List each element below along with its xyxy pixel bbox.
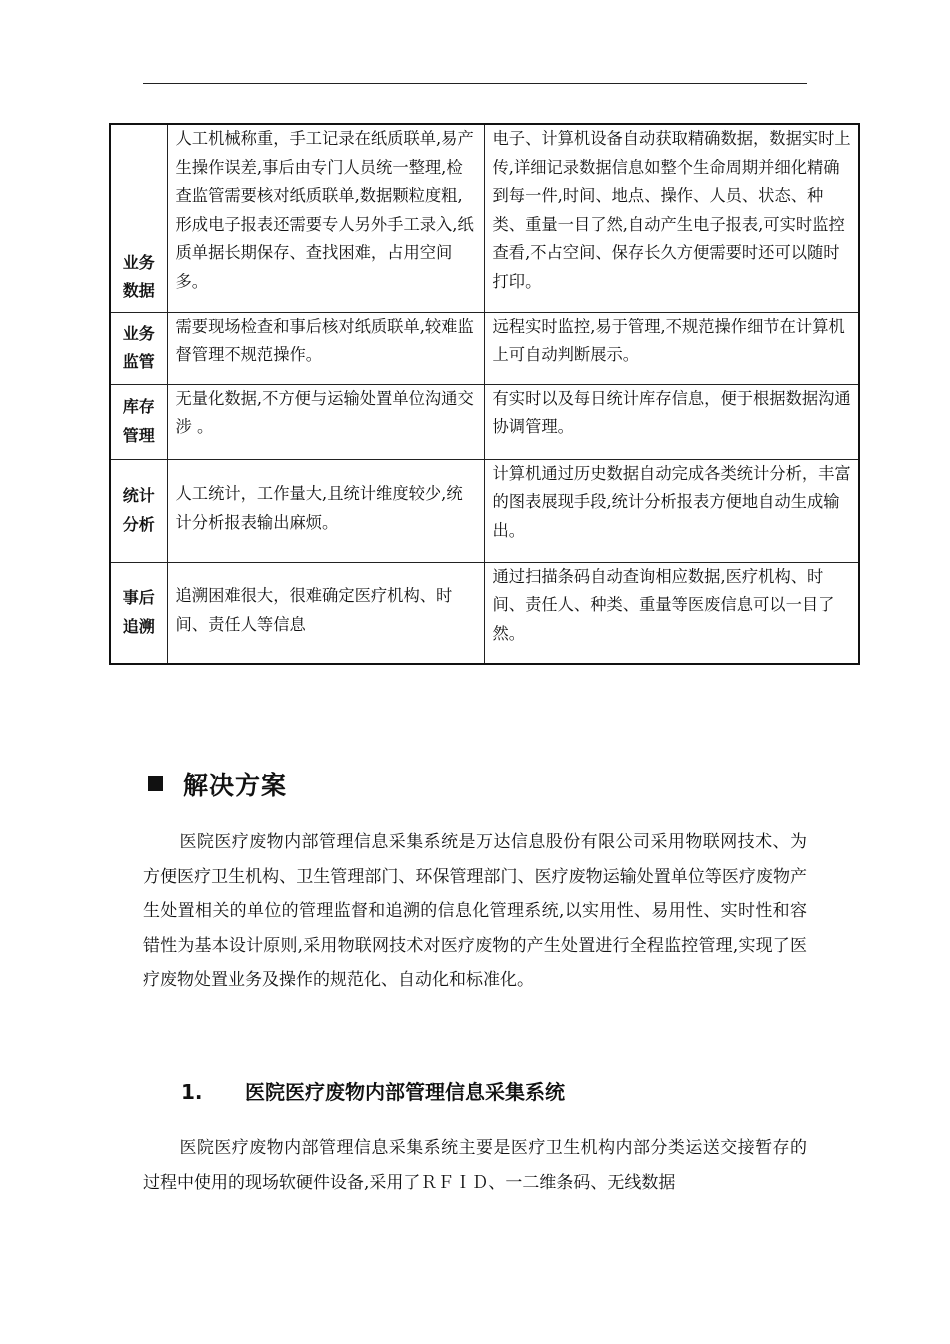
system-cell: 电子、计算机设备自动获取精确数据，数据实时上传,详细记录数据信息如整个生命周期并细化精确到每一件,时间、地点、操作、人员、状态、种类、重量一目了然,自动产生电子报表,可实时监控查看,不占空间、保存长久方便需要时还可以随时打印。 (484, 124, 859, 312)
subsection-number: 1. (181, 1080, 203, 1104)
row-category: 业务 监管 (110, 312, 167, 384)
system-cell: 计算机通过历史数据自动完成各类统计分析，丰富的图表展现手段,统计分析报表方便地自动生成输出。 (484, 459, 859, 562)
subsection-paragraph (143, 1131, 807, 1200)
row-category: 统计 分析 (110, 459, 167, 562)
manual-cell: 需要现场检查和事后核对纸质联单,较难监督管理不规范操作。 (167, 312, 484, 384)
section-paragraph-text: 医院医疗废物内部管理信息采集系统是万达信息股份有限公司采用物联网技术、为方便医疗卫生机构、卫生管理部门、环保管理部门、医疗废物运输处置单位等医疗废物产生处置相关的单位的管理监督和追溯的信息化管理系统,以实用性、易用性、实时性和容错性为基本设计原则,采用物联网技术对医疗废物的产生处置进行全程监控管理,实现了医疗废物处置业务及操作的规范化、自动化和标准化。 (143, 832, 807, 990)
manual-cell: 人工机械称重，手工记录在纸质联单,易产生操作误差,事后由专门人员统一整理,检查监管需要核对纸质联单,数据颗粒度粗,形成电子报表还需要专人另外手工录入,纸质单据长期保存、查找困难，占用空间多。 (167, 124, 484, 312)
row-category: 业务 数据 (110, 124, 167, 312)
subsection-heading (181, 1076, 565, 1105)
section-paragraph (143, 825, 807, 998)
manual-cell: 无量化数据,不方便与运输处置单位沟通交涉 。 (167, 384, 484, 459)
table-row (110, 312, 859, 384)
system-cell: 有实时以及每日统计库存信息，便于根据数据沟通协调管理。 (484, 384, 859, 459)
header-rule (143, 83, 807, 84)
comparison-table (109, 123, 860, 665)
table-row (110, 562, 859, 664)
table-row (110, 459, 859, 562)
section-heading (148, 766, 287, 802)
manual-cell: 人工统计，工作量大,且统计维度较少,统计分析报表输出麻烦。 (167, 459, 484, 562)
system-cell: 通过扫描条码自动查询相应数据,医疗机构、时间、责任人、种类、重量等医废信息可以一目了然。 (484, 562, 859, 664)
section-title: 解决方案 (183, 771, 288, 800)
system-cell: 远程实时监控,易于管理,不规范操作细节在计算机上可自动判断展示。 (484, 312, 859, 384)
manual-cell: 追溯困难很大，很难确定医疗机构、时间、责任人等信息 (167, 562, 484, 664)
row-category: 库存 管理 (110, 384, 167, 459)
square-bullet-icon (148, 776, 163, 791)
row-category: 事后 追溯 (110, 562, 167, 664)
subsection-title: 医院医疗废物内部管理信息采集系统 (245, 1080, 565, 1104)
table-row (110, 384, 859, 459)
table-row (110, 124, 859, 312)
subsection-paragraph-text: 医院医疗废物内部管理信息采集系统主要是医疗卫生机构内部分类运送交接暂存的过程中使用的现场软硬件设备,采用了ＲＦＩＤ、一二维条码、无线数据 (143, 1138, 807, 1193)
